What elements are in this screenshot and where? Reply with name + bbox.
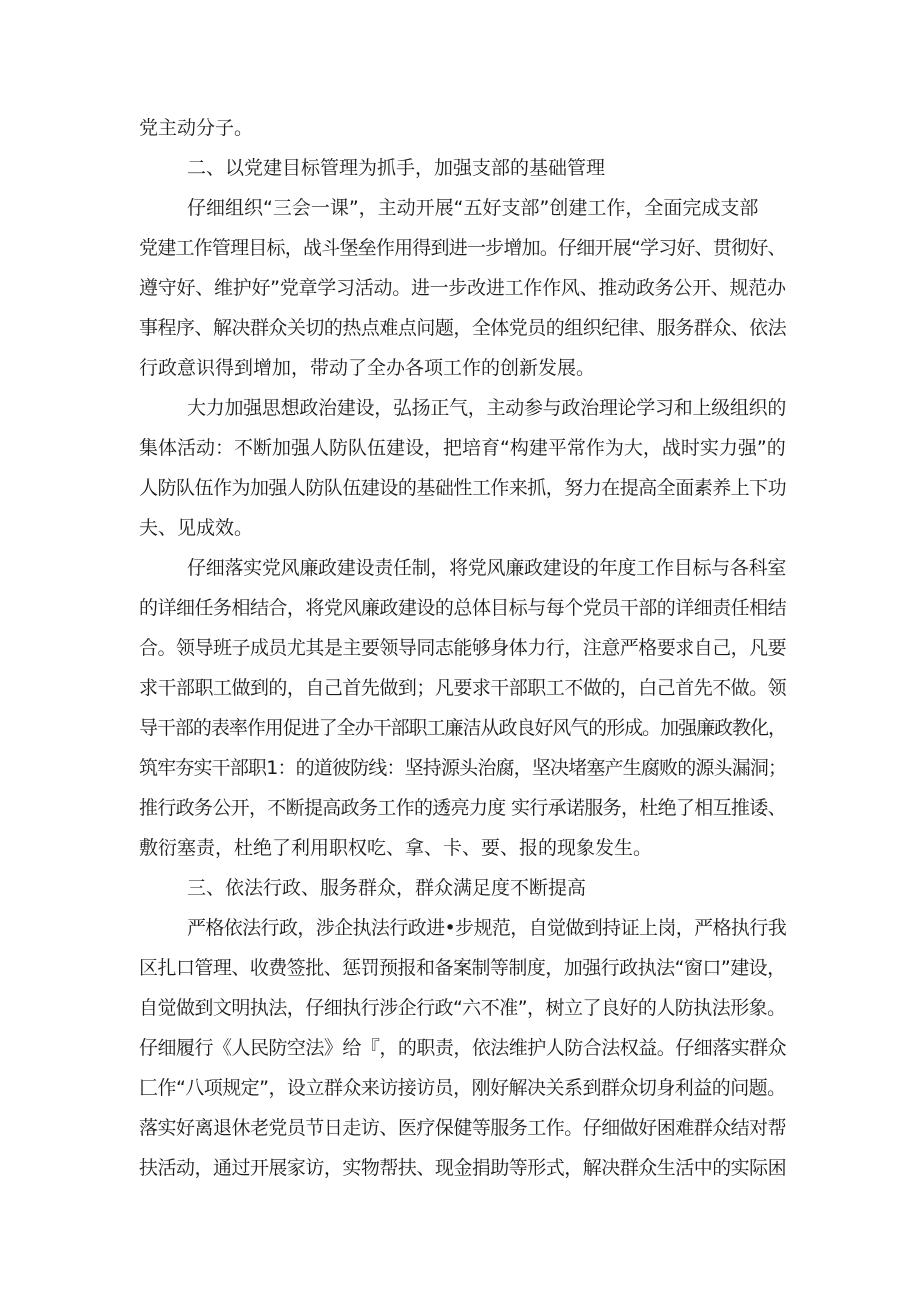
paragraph-line: 敷衍塞责，杜绝了利用职权吃、拿、卡、要、报的现象发生。	[139, 837, 653, 859]
paragraph-line: 推行政务公开，不断提高政务工作的透亮力度 实行承诺服务，杜绝了相互推诿、	[139, 797, 786, 819]
paragraph-line: 夫、见成效。	[139, 517, 254, 539]
paragraph-line: 合。领导班子成员尤其是主要领导同志能够身体力行，注意严格要求自己，凡要	[139, 637, 787, 659]
paragraph-line: 仔细落实党风廉政建设责任制，将党风廉政建设的年度工作目标与各科室	[187, 557, 787, 579]
paragraph-line: 事程序、解决群众关切的热点难点问题，全体党员的组织纪律、服务群众、依法	[139, 317, 787, 339]
section-heading: 二、以党建目标管理为抓手，加强支部的基础管理	[187, 157, 606, 179]
paragraph-line: 集体活动：不断加强人防队伍建设，把培育“构建平常作为大，战时实力强”的	[139, 437, 786, 459]
section-heading: 三、依法行政、服务群众，群众满足度不断提高	[187, 877, 587, 899]
text-line: 党主动分子。	[139, 117, 254, 139]
paragraph-line: 区扎口管理、收费签批、惩罚预报和备案制等制度，加强行政执法“窗口”建设，	[139, 957, 786, 979]
paragraph-line: 筑牢夯实干部职1：的道彼防线：坚持源头治腐，坚决堵塞产生腐败的源头漏洞；	[139, 757, 787, 779]
paragraph-line: 匚作“八项规定”，设立群众来访接访员，刚好解决关系到群众切身利益的问题。	[139, 1077, 786, 1099]
paragraph-line: 人防队伍作为加强人防队伍建设的基础性工作来抓，努力在提高全面素养上下功	[139, 477, 787, 499]
paragraph-line: 严格依法行政，涉企执法行政进•步规范，自觉做到持证上岗，严格执行我	[187, 917, 787, 939]
paragraph-line: 遵守好、维护好”党章学习活动。进一步改进工作作风、推动政务公开、规范办	[139, 277, 786, 299]
paragraph-line: 仔细组织“三会一课”，主动开展“五好支部”创建工作，全面完成支部	[187, 197, 759, 219]
paragraph-line: 自觉做到文明执法，仔细执行涉企行政“六不准”，树立了良好的人防执法形象。	[139, 997, 786, 1019]
paragraph-line: 导干部的表率作用促进了全办干部职工廉洁从政良好风气的形成。加强廉政教化，	[139, 717, 786, 739]
paragraph-line: 落实好离退休老党员节日走访、医疗保健等服务工作。仔细做好困难群众结对帮	[139, 1117, 787, 1139]
paragraph-line: 党建工作管理目标，战斗堡垒作用得到进一步增加。仔细开展“学习好、贯彻好、	[139, 237, 786, 259]
paragraph-line: 大力加强思想政治建设，弘扬正气，主动参与政治理论学习和上级组织的	[187, 397, 787, 419]
paragraph-line: 的详细任务相结合，将党风廉政建设的总体目标与每个党员干部的详细责任相结	[139, 597, 787, 619]
paragraph-line: 求干部职工做到的，自己首先做到；凡要求干部职工不做的，白己首先不做。领	[139, 677, 787, 699]
paragraph-line: 行政意识得到增加，带动了全办各项工作的创新发展。	[139, 357, 596, 379]
paragraph-line: 扶活动，通过开展家访，实物帮扶、现金捐助等形式，解决群众生活中的实际困	[139, 1157, 787, 1179]
paragraph-line: 仔细履行《人民防空法》给『，的职责，依法维护人防合法权益。仔细落实群众	[139, 1037, 787, 1059]
